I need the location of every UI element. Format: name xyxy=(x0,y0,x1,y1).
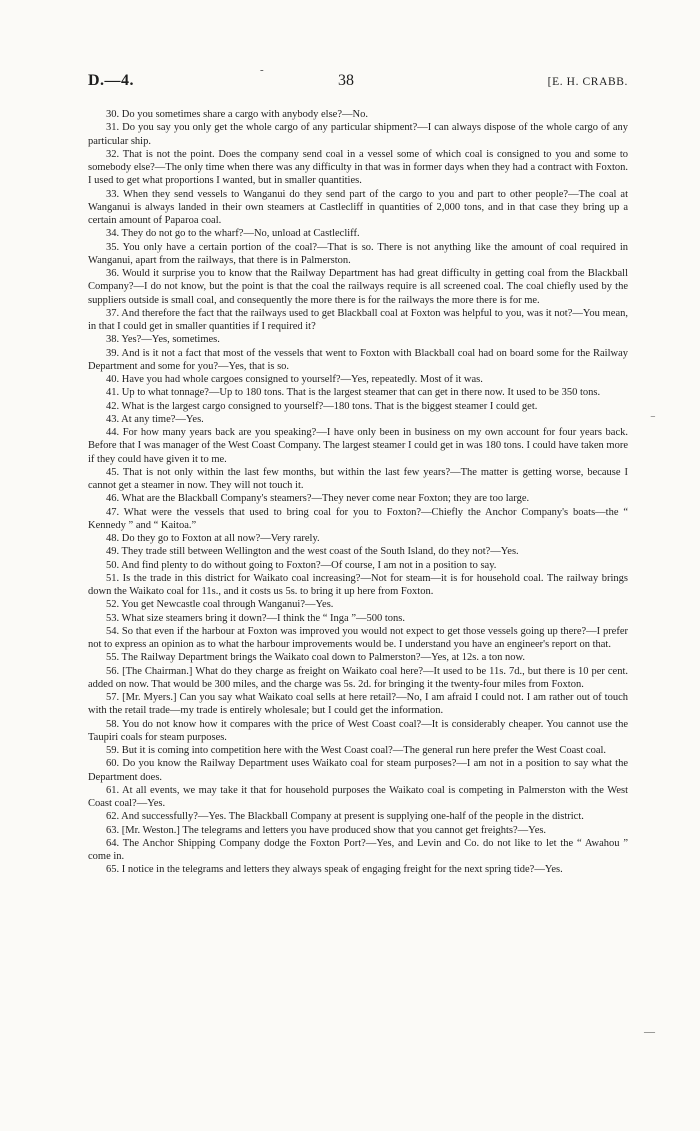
paragraph-q56: 56. [The Chairman.] What do they charge as freight on Waikato coal here?—It used to be 11s. 7d., but there is 10 per cent. added on now. That would be 300 miles, and the charge was 5s. 2d. for bringing it the twenty-four miles from Foxton. xyxy=(88,665,628,690)
paragraph-q61: 61. At all events, we may take it that for household purposes the Waikato coal is competing in Palmerston with the West Coast coal?—Yes. xyxy=(88,784,628,809)
paper-reference: D.—4. xyxy=(88,72,135,89)
paragraph-q31: 31. Do you say you only get the whole cargo of any particular shipment?—I can always dispose of the whole cargo of any particular ship. xyxy=(88,122,628,147)
margin-dash-mark: - xyxy=(260,64,264,76)
paragraph-q30: 30. Do you sometimes share a cargo with anybody else?—No. xyxy=(106,109,368,120)
paragraph-q50: 50. And find plenty to do without going to Foxton?—Of course, I am not in a position to say. xyxy=(106,559,497,571)
paragraph-q55: 55. The Railway Department brings the Waikato coal down to Palmerston?—Yes, at 12s. a ton now. xyxy=(106,652,525,664)
paragraph-q57: 57. [Mr. Myers.] Can you say what Waikato coal sells at here retail?—No, I am afraid I could not. I am rather out of touch with the retail trade—my trade is entirely wholesale; but I could get the information. xyxy=(88,692,628,717)
paragraph-q63: 63. [Mr. Weston.] The telegrams and letters you have produced show that you cannot get freights?—Yes. xyxy=(106,824,547,836)
paragraph-q47: 47. What were the vessels that used to bring coal for you to Foxton?—Chiefly the Anchor Company's boats—the “ Kennedy ” and “ Kaitoa.” xyxy=(88,506,628,531)
paragraph-q37: 37. And therefore the fact that the railways used to get Blackball coal at Foxton was helpful to you, was it not?—You mean, in that I could get in smaller quantities if I required it? xyxy=(88,307,628,332)
paragraph-q46: 46. What are the Blackball Company's steamers?—They never come near Foxton; they are too large. xyxy=(106,493,530,505)
paragraph-q52: 52. You get Newcastle coal through Wanganui?—Yes. xyxy=(106,599,334,611)
paragraph-q59: 59. But it is coming into competition here with the West Coast coal?—The general run here prefer the West Coast coal. xyxy=(106,745,607,756)
paragraph-q45: 45. That is not only within the last few months, but within the last few years?—The matter is getting worse, because I cannot get a steamer in now. They will not touch it. xyxy=(88,466,628,491)
paragraph-q34: 34. They do not go to the wharf?—No, unload at Castlecliff. xyxy=(106,228,360,240)
paragraph-q35: 35. You only have a certain portion of the coal?—That is so. There is not anything like the amount of coal required in Wanganui, apart from the railways, that there is in Palmerston. xyxy=(88,241,628,266)
paragraph-q36: 36. Would it surprise you to know that the Railway Department has had great difficulty in getting coal from the Blackball Company?—I do not know, but the point is that the coal the railways require is all screened coal. The coal chiefly used by the suppliers outside is small coal, and consequently the more there is for the railways the more there is for me. xyxy=(88,268,628,306)
paragraph-q64: 64. The Anchor Shipping Company dodge the Foxton Port?—Yes, and Levin and Co. do not like to let the “ Awahou ” come in. xyxy=(88,837,628,862)
paragraph-q65: 65. I notice in the telegrams and letters they always speak of engaging freight for the next spring tide?—Yes. xyxy=(106,864,563,876)
paragraph-q53: 53. What size steamers bring it down?—I think the “ Inga ”—500 tons. xyxy=(106,612,405,624)
paragraph-q44: 44. For how many years back are you speaking?—I have only been in business on my own account for four years back. Before that I was manager of the West Coast Company. The largest steamer I could get in was 180 tons. I could have taken more if they could have given it to me. xyxy=(88,427,628,465)
paragraph-q58: 58. You do not know how it compares with the price of West Coast coal?—It is considerably cheaper. You cannot use the Taupiri coals for steam purposes. xyxy=(88,718,628,743)
margin-dash-mark: ⁻ xyxy=(650,413,656,425)
paragraph-q43: 43. At any time?—Yes. xyxy=(106,413,204,425)
paragraph-q32: 32. That is not the point. Does the company send coal in a vessel some of which coal is consigned to you and some to somebody else?—The only time when there was any difficulty in that was in former days when they had a contract with Foxton. I used to get what proportions I wanted, but in smaller quantities. xyxy=(88,148,628,187)
witness-name: [E. H. CRABB. xyxy=(547,76,628,88)
margin-dash-mark: — xyxy=(644,1026,655,1038)
page-header xyxy=(88,72,628,94)
paragraph-q51: 51. Is the trade in this district for Waikato coal increasing?—Not for steam—it is for household coal. The railway brings down the Waikato coal for 11s., and it costs us 5s. to bring it up here from Foxton. xyxy=(88,572,628,597)
paragraph-q39: 39. And is it not a fact that most of the vessels that went to Foxton with Blackball coal had on board some for the Railway Department and some for you?—Yes, that is so. xyxy=(88,347,628,372)
paragraph-q49: 49. They trade still between Wellington and the west coast of the South Island, do they not?—Yes. xyxy=(106,546,519,558)
paragraph-q38: 38. Yes?—Yes, sometimes. xyxy=(106,334,220,346)
paragraph-q48: 48. Do they go to Foxton at all now?—Very rarely. xyxy=(106,533,320,544)
paragraph-q42: 42. What is the largest cargo consigned to yourself?—180 tons. That is the biggest steamer I could get. xyxy=(106,400,538,412)
testimony-body xyxy=(88,108,628,877)
paragraph-q33: 33. When they send vessels to Wanganui do they send part of the cargo to you and part to other people?—The coal at Wanganui is always landed in their own steamers at Castlecliff in quantities of 2,000 tons, and in that case they bring up a certain amount of Paparoa coal. xyxy=(88,188,628,226)
paragraph-q62: 62. And successfully?—Yes. The Blackball Company at present is supplying one-half of the people in the district. xyxy=(106,811,584,823)
paragraph-q54: 54. So that even if the harbour at Foxton was improved you would not expect to get those vessels going up there?—I prefer not to express an opinion as to what the harbour improvements would be. I understand you have an engineer's report on that. xyxy=(88,625,628,650)
page-number: 38 xyxy=(338,72,354,89)
paragraph-q41: 41. Up to what tonnage?—Up to 180 tons. That is the largest steamer that can get in there now. It used to be 350 tons. xyxy=(106,387,601,399)
paragraph-q60: 60. Do you know the Railway Department uses Waikato coal for steam purposes?—I am not in a position to say what the Department does. xyxy=(88,758,628,783)
paragraph-q40: 40. Have you had whole cargoes consigned to yourself?—Yes, repeatedly. Most of it was. xyxy=(106,374,483,385)
